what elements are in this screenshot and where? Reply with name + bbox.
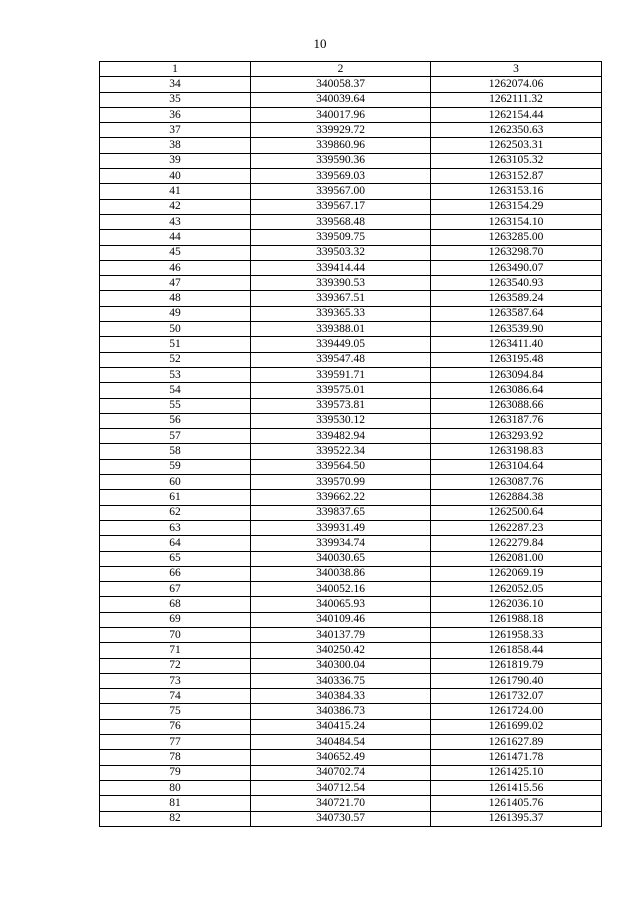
y-coordinate-cell: 1263589.24	[431, 291, 602, 306]
x-coordinate-cell: 339569.03	[251, 169, 431, 184]
x-coordinate-cell: 340702.74	[251, 765, 431, 780]
y-coordinate-cell: 1261425.10	[431, 765, 602, 780]
header-row	[100, 62, 602, 77]
x-coordinate-cell: 340300.04	[251, 658, 431, 673]
table-row	[100, 214, 602, 229]
table-row	[100, 643, 602, 658]
y-coordinate-cell: 1263293.92	[431, 429, 602, 444]
table-row	[100, 337, 602, 352]
point-number-cell: 37	[100, 123, 251, 138]
table-row	[100, 505, 602, 520]
point-number-cell: 46	[100, 260, 251, 275]
y-coordinate-cell: 1263411.40	[431, 337, 602, 352]
y-coordinate-cell: 1263587.64	[431, 306, 602, 321]
column-header-2: 2	[251, 62, 431, 77]
table-row	[100, 719, 602, 734]
y-coordinate-cell: 1262279.84	[431, 536, 602, 551]
table-row	[100, 597, 602, 612]
x-coordinate-cell: 340336.75	[251, 673, 431, 688]
x-coordinate-cell: 339662.22	[251, 490, 431, 505]
point-number-cell: 70	[100, 627, 251, 642]
table-row	[100, 230, 602, 245]
y-coordinate-cell: 1263154.29	[431, 199, 602, 214]
point-number-cell: 41	[100, 184, 251, 199]
y-coordinate-cell: 1261471.78	[431, 750, 602, 765]
y-coordinate-cell: 1262111.32	[431, 92, 602, 107]
y-coordinate-cell: 1261415.56	[431, 780, 602, 795]
y-coordinate-cell: 1262069.19	[431, 566, 602, 581]
point-number-cell: 42	[100, 199, 251, 214]
y-coordinate-cell: 1261405.76	[431, 796, 602, 811]
y-coordinate-cell: 1263086.64	[431, 383, 602, 398]
table-row	[100, 796, 602, 811]
table-row	[100, 138, 602, 153]
table-row	[100, 367, 602, 382]
point-number-cell: 60	[100, 475, 251, 490]
x-coordinate-cell: 339390.53	[251, 276, 431, 291]
table-row	[100, 306, 602, 321]
x-coordinate-cell: 339567.17	[251, 199, 431, 214]
point-number-cell: 78	[100, 750, 251, 765]
x-coordinate-cell: 340250.42	[251, 643, 431, 658]
x-coordinate-cell: 339568.48	[251, 214, 431, 229]
y-coordinate-cell: 1262884.38	[431, 490, 602, 505]
y-coordinate-cell: 1263152.87	[431, 169, 602, 184]
x-coordinate-cell: 340052.16	[251, 582, 431, 597]
point-number-cell: 51	[100, 337, 251, 352]
x-coordinate-cell: 340065.93	[251, 597, 431, 612]
point-number-cell: 81	[100, 796, 251, 811]
y-coordinate-cell: 1263088.66	[431, 398, 602, 413]
point-number-cell: 47	[100, 276, 251, 291]
point-number-cell: 67	[100, 582, 251, 597]
x-coordinate-cell: 339414.44	[251, 260, 431, 275]
y-coordinate-cell: 1261724.00	[431, 704, 602, 719]
table-row	[100, 322, 602, 337]
table-row	[100, 520, 602, 535]
x-coordinate-cell: 339564.50	[251, 459, 431, 474]
table-row	[100, 612, 602, 627]
point-number-cell: 71	[100, 643, 251, 658]
table-row	[100, 582, 602, 597]
table-row	[100, 184, 602, 199]
table-row	[100, 811, 602, 826]
y-coordinate-cell: 1263490.07	[431, 260, 602, 275]
y-coordinate-cell: 1261858.44	[431, 643, 602, 658]
y-coordinate-cell: 1262036.10	[431, 597, 602, 612]
point-number-cell: 69	[100, 612, 251, 627]
x-coordinate-cell: 340721.70	[251, 796, 431, 811]
x-coordinate-cell: 340415.24	[251, 719, 431, 734]
x-coordinate-cell: 339367.51	[251, 291, 431, 306]
table-row	[100, 77, 602, 92]
point-number-cell: 45	[100, 245, 251, 260]
table-row	[100, 750, 602, 765]
y-coordinate-cell: 1263153.16	[431, 184, 602, 199]
x-coordinate-cell: 340038.86	[251, 566, 431, 581]
x-coordinate-cell: 339365.33	[251, 306, 431, 321]
table-header	[100, 62, 602, 77]
x-coordinate-cell: 339573.81	[251, 398, 431, 413]
point-number-cell: 82	[100, 811, 251, 826]
point-number-cell: 63	[100, 520, 251, 535]
point-number-cell: 72	[100, 658, 251, 673]
point-number-cell: 76	[100, 719, 251, 734]
point-number-cell: 38	[100, 138, 251, 153]
x-coordinate-cell: 340484.54	[251, 735, 431, 750]
table-row	[100, 199, 602, 214]
table-row	[100, 429, 602, 444]
table-row	[100, 551, 602, 566]
x-coordinate-cell: 339934.74	[251, 536, 431, 551]
y-coordinate-cell: 1261790.40	[431, 673, 602, 688]
x-coordinate-cell: 339522.34	[251, 444, 431, 459]
point-number-cell: 79	[100, 765, 251, 780]
point-number-cell: 35	[100, 92, 251, 107]
table-row	[100, 780, 602, 795]
table-row	[100, 765, 602, 780]
table-row	[100, 536, 602, 551]
point-number-cell: 52	[100, 352, 251, 367]
x-coordinate-cell: 339591.71	[251, 367, 431, 382]
x-coordinate-cell: 340652.49	[251, 750, 431, 765]
y-coordinate-cell: 1262081.00	[431, 551, 602, 566]
table-row	[100, 245, 602, 260]
table-row	[100, 291, 602, 306]
y-coordinate-cell: 1263154.10	[431, 214, 602, 229]
x-coordinate-cell: 339503.32	[251, 245, 431, 260]
point-number-cell: 61	[100, 490, 251, 505]
y-coordinate-cell: 1262503.31	[431, 138, 602, 153]
point-number-cell: 65	[100, 551, 251, 566]
x-coordinate-cell: 339929.72	[251, 123, 431, 138]
x-coordinate-cell: 339575.01	[251, 383, 431, 398]
y-coordinate-cell: 1262074.06	[431, 77, 602, 92]
y-coordinate-cell: 1263187.76	[431, 413, 602, 428]
y-coordinate-cell: 1262350.63	[431, 123, 602, 138]
table-row	[100, 735, 602, 750]
point-number-cell: 66	[100, 566, 251, 581]
y-coordinate-cell: 1262500.64	[431, 505, 602, 520]
y-coordinate-cell: 1261819.79	[431, 658, 602, 673]
column-header-3: 3	[431, 62, 602, 77]
y-coordinate-cell: 1263539.90	[431, 322, 602, 337]
point-number-cell: 54	[100, 383, 251, 398]
x-coordinate-cell: 340039.64	[251, 92, 431, 107]
table-row	[100, 566, 602, 581]
point-number-cell: 56	[100, 413, 251, 428]
y-coordinate-cell: 1261395.37	[431, 811, 602, 826]
x-coordinate-cell: 339530.12	[251, 413, 431, 428]
point-number-cell: 44	[100, 230, 251, 245]
table-row	[100, 260, 602, 275]
x-coordinate-cell: 340017.96	[251, 107, 431, 122]
y-coordinate-cell: 1263198.83	[431, 444, 602, 459]
table-row	[100, 153, 602, 168]
point-number-cell: 43	[100, 214, 251, 229]
point-number-cell: 77	[100, 735, 251, 750]
coordinates-table	[99, 61, 602, 827]
point-number-cell: 50	[100, 322, 251, 337]
x-coordinate-cell: 339567.00	[251, 184, 431, 199]
table-row	[100, 276, 602, 291]
table-row	[100, 444, 602, 459]
point-number-cell: 64	[100, 536, 251, 551]
x-coordinate-cell: 339837.65	[251, 505, 431, 520]
point-number-cell: 59	[100, 459, 251, 474]
y-coordinate-cell: 1263298.70	[431, 245, 602, 260]
y-coordinate-cell: 1261988.18	[431, 612, 602, 627]
point-number-cell: 36	[100, 107, 251, 122]
x-coordinate-cell: 340384.33	[251, 689, 431, 704]
x-coordinate-cell: 339547.48	[251, 352, 431, 367]
y-coordinate-cell: 1263105.32	[431, 153, 602, 168]
table-row	[100, 107, 602, 122]
x-coordinate-cell: 339509.75	[251, 230, 431, 245]
x-coordinate-cell: 340109.46	[251, 612, 431, 627]
point-number-cell: 53	[100, 367, 251, 382]
x-coordinate-cell: 339590.36	[251, 153, 431, 168]
table-row	[100, 413, 602, 428]
y-coordinate-cell: 1261627.89	[431, 735, 602, 750]
table-row	[100, 383, 602, 398]
x-coordinate-cell: 339931.49	[251, 520, 431, 535]
x-coordinate-cell: 340030.65	[251, 551, 431, 566]
table-row	[100, 123, 602, 138]
point-number-cell: 68	[100, 597, 251, 612]
table-row	[100, 673, 602, 688]
y-coordinate-cell: 1263087.76	[431, 475, 602, 490]
table-row	[100, 627, 602, 642]
x-coordinate-cell: 339570.99	[251, 475, 431, 490]
point-number-cell: 80	[100, 780, 251, 795]
y-coordinate-cell: 1261732.07	[431, 689, 602, 704]
table-row	[100, 459, 602, 474]
y-coordinate-cell: 1262052.05	[431, 582, 602, 597]
y-coordinate-cell: 1263285.00	[431, 230, 602, 245]
y-coordinate-cell: 1261699.02	[431, 719, 602, 734]
y-coordinate-cell: 1263094.84	[431, 367, 602, 382]
point-number-cell: 55	[100, 398, 251, 413]
table-row	[100, 490, 602, 505]
y-coordinate-cell: 1263104.64	[431, 459, 602, 474]
point-number-cell: 75	[100, 704, 251, 719]
y-coordinate-cell: 1262154.44	[431, 107, 602, 122]
table-row	[100, 352, 602, 367]
table-row	[100, 398, 602, 413]
x-coordinate-cell: 339388.01	[251, 322, 431, 337]
x-coordinate-cell: 340137.79	[251, 627, 431, 642]
table-row	[100, 689, 602, 704]
point-number-cell: 34	[100, 77, 251, 92]
x-coordinate-cell: 339860.96	[251, 138, 431, 153]
column-header-1: 1	[100, 62, 251, 77]
point-number-cell: 48	[100, 291, 251, 306]
y-coordinate-cell: 1263195.48	[431, 352, 602, 367]
x-coordinate-cell: 340386.73	[251, 704, 431, 719]
point-number-cell: 62	[100, 505, 251, 520]
table-row	[100, 704, 602, 719]
x-coordinate-cell: 340730.57	[251, 811, 431, 826]
point-number-cell: 39	[100, 153, 251, 168]
x-coordinate-cell: 340058.37	[251, 77, 431, 92]
point-number-cell: 57	[100, 429, 251, 444]
y-coordinate-cell: 1262287.23	[431, 520, 602, 535]
x-coordinate-cell: 340712.54	[251, 780, 431, 795]
table-row	[100, 475, 602, 490]
point-number-cell: 49	[100, 306, 251, 321]
point-number-cell: 73	[100, 673, 251, 688]
point-number-cell: 40	[100, 169, 251, 184]
x-coordinate-cell: 339449.05	[251, 337, 431, 352]
x-coordinate-cell: 339482.94	[251, 429, 431, 444]
table-row	[100, 92, 602, 107]
table-row	[100, 658, 602, 673]
point-number-cell: 74	[100, 689, 251, 704]
y-coordinate-cell: 1263540.93	[431, 276, 602, 291]
table-row	[100, 169, 602, 184]
page-number: 10	[313, 36, 327, 51]
y-coordinate-cell: 1261958.33	[431, 627, 602, 642]
table-body	[100, 77, 602, 827]
point-number-cell: 58	[100, 444, 251, 459]
